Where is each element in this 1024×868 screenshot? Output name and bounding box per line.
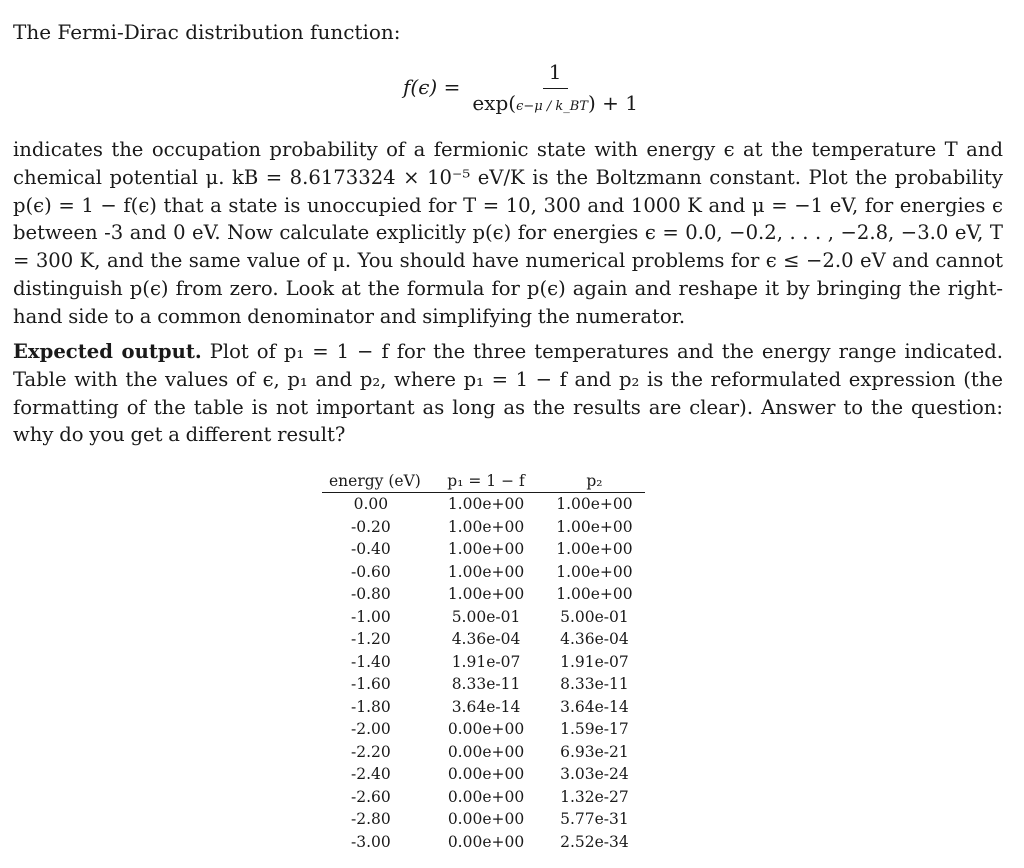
cell-energy: -2.20: [351, 742, 391, 761]
cell-energy: -1.80: [351, 697, 391, 716]
table-row: [322, 516, 645, 539]
equation-denominator: [472, 89, 638, 115]
cell-p1: 4.36e-04: [451, 630, 521, 648]
cell-energy: -2.60: [351, 787, 391, 806]
cell-energy: -0.60: [351, 562, 391, 581]
table-row: [322, 696, 645, 719]
equation-denominator-suffix: ) + 1: [587, 90, 638, 115]
cell-p2: 1.91e-07: [560, 652, 629, 671]
cell-p2: 1.00e+00: [556, 517, 633, 536]
cell-p1: 1.00e+00: [447, 495, 525, 513]
equation-numerator: 1: [543, 60, 568, 89]
problem-description: indicates the occupation probability of a fermionic state with energy ϵ at the temperature T and chemical potential μ. kB = 8.6173324 × 10⁻⁵ eV/K is the Boltzmann constant. Plot the probability p(ϵ) = 1 − f(ϵ) that a state is unoccupied for T = 10, 300 and 1000 K and μ = −1 eV, for energies ϵ between -3 and 0 eV. Now calculate explicitly p(ϵ) for energies ϵ = 0.0, −0.2, . . . , −2.8, −3.0 eV, T = 300 K, and the same value of μ. You should have numerical problems for ϵ ≤ −2.0 eV and cannot distinguish p(ϵ) from zero. Look at the formula for p(ϵ) again and reshape it by bringing the right-hand side to a common denominator and simplifying the numerator.: [13, 138, 1003, 328]
cell-p2: 6.93e-21: [560, 742, 629, 761]
expected-output-heading: Expected output.: [13, 340, 202, 363]
header-energy: energy (eV): [322, 468, 428, 493]
cell-energy: -0.40: [351, 540, 391, 558]
cell-p2: 1.00e+00: [556, 495, 633, 513]
cell-energy: -1.40: [351, 652, 391, 671]
equation-lhs: f(ϵ) =: [403, 75, 461, 99]
cell-p1: 0.00e+00: [447, 832, 525, 851]
cell-p2: 1.32e-27: [560, 787, 629, 806]
equation-denominator-prefix: exp(: [472, 90, 517, 115]
expected-output-text: Plot of p₁ = 1 − f for the three temperatures and the energy range indicated. Table with the values of ϵ, p₁ and p₂, where p₁ = 1 − f and p₂ is the reformulated expression (the formatting of the table is not important as long as the results are clear). Answer to the question: why do you get a different result?: [13, 340, 1003, 447]
table-row: [322, 808, 645, 831]
cell-p1: 8.33e-11: [451, 675, 521, 693]
cell-p2: 3.03e-24: [560, 765, 629, 783]
header-p2: p₂: [544, 468, 644, 493]
cell-energy: -1.60: [351, 675, 391, 693]
table-body: [322, 493, 645, 854]
cell-p1: 0.00e+00: [447, 810, 525, 828]
table-row: [322, 628, 645, 651]
cell-p1: 1.91e-07: [451, 652, 521, 671]
table-row: [322, 493, 645, 516]
table-row: [322, 583, 645, 606]
cell-p1: 1.00e+00: [447, 517, 525, 536]
results-table: [322, 468, 645, 853]
cell-p2: 3.64e-14: [560, 697, 629, 716]
cell-p1: 1.00e+00: [447, 585, 525, 603]
table-row: [322, 741, 645, 764]
cell-energy: -1.20: [351, 630, 391, 648]
cell-energy: -2.80: [351, 810, 391, 828]
cell-p1: 0.00e+00: [447, 720, 525, 738]
cell-energy: 0.00: [353, 495, 389, 513]
equation-fraction: [472, 60, 638, 115]
cell-p2: 4.36e-04: [560, 630, 629, 648]
table-row: [322, 606, 645, 629]
table-row: [322, 763, 645, 786]
header-p1: p₁ = 1 − f: [428, 468, 544, 493]
cell-energy: -2.00: [351, 720, 391, 738]
cell-p2: 5.77e-31: [560, 810, 629, 828]
cell-energy: -1.00: [351, 607, 391, 626]
table-row: [322, 651, 645, 674]
cell-p2: 1.00e+00: [556, 540, 633, 558]
table-header-row: [322, 468, 645, 493]
equation-exponent-fraction: ϵ−μ / k_BT: [516, 98, 588, 114]
cell-p2: 2.52e-34: [560, 832, 629, 851]
cell-energy: -3.00: [351, 832, 391, 851]
cell-p1: 0.00e+00: [447, 742, 525, 761]
expected-output: [13, 338, 1003, 449]
table-row: [322, 786, 645, 809]
cell-p2: 5.00e-01: [560, 607, 629, 626]
cell-energy: -0.20: [351, 517, 391, 536]
intro-text: The Fermi-Dirac distribution function:: [13, 20, 401, 44]
table-row: [322, 718, 645, 741]
cell-energy: -0.80: [351, 585, 391, 603]
table-row: [322, 538, 645, 561]
cell-p1: 0.00e+00: [447, 765, 525, 783]
cell-p2: 1.59e-17: [560, 720, 629, 738]
cell-p2: 1.00e+00: [556, 562, 633, 581]
table-row: [322, 673, 645, 696]
cell-p1: 5.00e-01: [451, 607, 521, 626]
cell-p2: 8.33e-11: [560, 675, 629, 693]
table-row: [322, 831, 645, 854]
cell-p2: 1.00e+00: [556, 585, 633, 603]
table-row: [322, 561, 645, 584]
cell-energy: -2.40: [351, 765, 391, 783]
fermi-dirac-equation: [403, 56, 638, 118]
cell-p1: 3.64e-14: [451, 697, 521, 716]
cell-p1: 1.00e+00: [447, 540, 525, 558]
cell-p1: 1.00e+00: [447, 562, 525, 581]
cell-p1: 0.00e+00: [447, 787, 525, 806]
